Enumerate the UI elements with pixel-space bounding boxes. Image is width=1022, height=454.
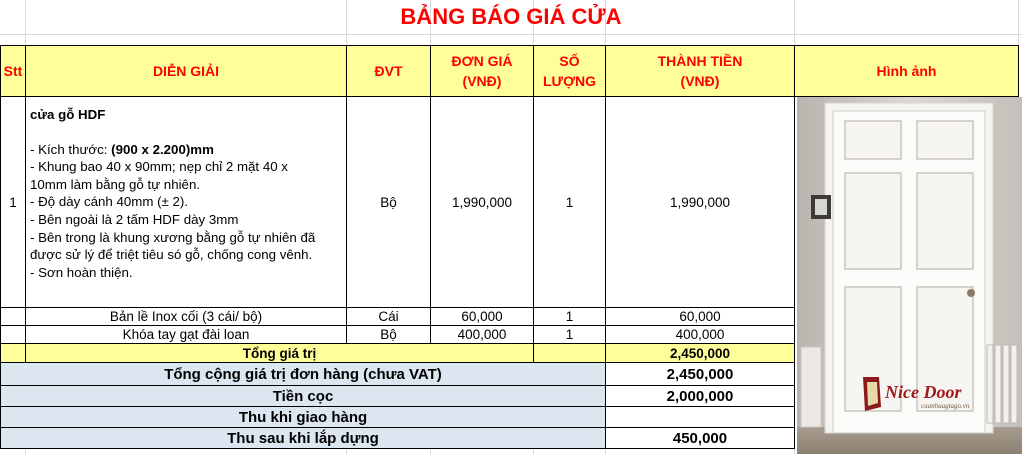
item-line: - Bên trong là khung xương bằng gỗ tự nhiên đã [30,229,316,245]
summary-delivery-value [606,407,795,428]
acc-don-gia: 400,000 [431,326,534,344]
header-don-gia-line2: (VNĐ) [462,73,502,89]
total-label: Tổng giá trị [26,344,534,363]
header-thanh-tien-line1: THÀNH TIỀN [657,53,743,69]
header-so-luong [534,45,606,97]
summary-delivery-label: Thu khi giao hàng [0,407,606,428]
header-so-luong-line2: LƯỢNG [542,73,597,89]
header-don-gia-line1: ĐƠN GIÁ [451,53,513,69]
item-size-line [30,141,342,159]
item-line: - Khung bao 40 x 90mm; nẹp chỉ 2 mặt 40 x [30,159,288,175]
item-dvt: Bộ [347,97,431,308]
total-value: 2,450,000 [606,344,795,363]
item-thanh-tien: 1,990,000 [606,97,795,308]
header-dien-giai: DIỄN GIẢI [26,45,347,97]
item-line: được sử lý để triệt tiêu só gỗ, chống cong vênh. [30,247,313,263]
page-title: BẢNG BÁO GIÁ CỬA [400,4,622,29]
summary-install-label: Thu sau khi lắp dựng [0,428,606,449]
item-line: - Sơn hoàn thiện. [30,264,133,280]
item-line: - Bên ngoài là 2 tấm HDF dày 3mm [30,211,239,227]
door-photo [797,97,1022,454]
header-don-gia [431,45,534,97]
item-don-gia: 1,990,000 [431,97,534,308]
logo-brand: Nice Door [885,382,962,402]
item-line: 10mm làm bằng gỗ tự nhiên. [30,176,201,192]
item-size-prefix: - Kích thước: [30,141,112,157]
item-line: - Độ dày cánh 40mm (± 2). [30,194,189,210]
header-hinh-anh: Hình ảnh [795,45,1019,97]
item-size-value: (900 x 2.200)mm [111,141,214,157]
header-stt: Stt [0,45,26,97]
gridline [0,34,1022,35]
logo-emblem [863,377,881,411]
acc-dvt: Cái [347,308,431,326]
total-stt [0,344,26,363]
summary-deposit-value: 2,000,000 [606,386,795,407]
acc-thanh-tien: 60,000 [606,308,795,326]
logo-site: cuanhuagiago.vn [921,402,970,410]
item-so-luong: 1 [534,97,606,308]
acc-so-luong: 1 [534,326,606,344]
summary-grand-total-value: 2,450,000 [606,363,795,386]
item-description [26,97,347,308]
item-name: cửa gỗ HDF [30,107,106,122]
total-so-luong [534,344,606,363]
item-stt: 1 [0,97,26,308]
acc-name: Bản lề Inox cối (3 cái/ bộ) [26,308,347,326]
acc-don-gia: 60,000 [431,308,534,326]
acc-stt [0,326,26,344]
summary-grand-total-label: Tổng cộng giá trị đơn hàng (chưa VAT) [0,363,606,386]
summary-deposit-label: Tiền cọc [0,386,606,407]
acc-stt [0,308,26,326]
summary-install-value: 450,000 [606,428,795,449]
acc-name: Khóa tay gạt đài loan [26,326,347,344]
acc-thanh-tien: 400,000 [606,326,795,344]
header-thanh-tien-line2: (VNĐ) [680,73,720,89]
header-so-luong-line1: SỐ [559,53,580,69]
acc-so-luong: 1 [534,308,606,326]
header-dvt: ĐVT [347,45,431,97]
header-thanh-tien [606,45,795,97]
acc-dvt: Bộ [347,326,431,344]
